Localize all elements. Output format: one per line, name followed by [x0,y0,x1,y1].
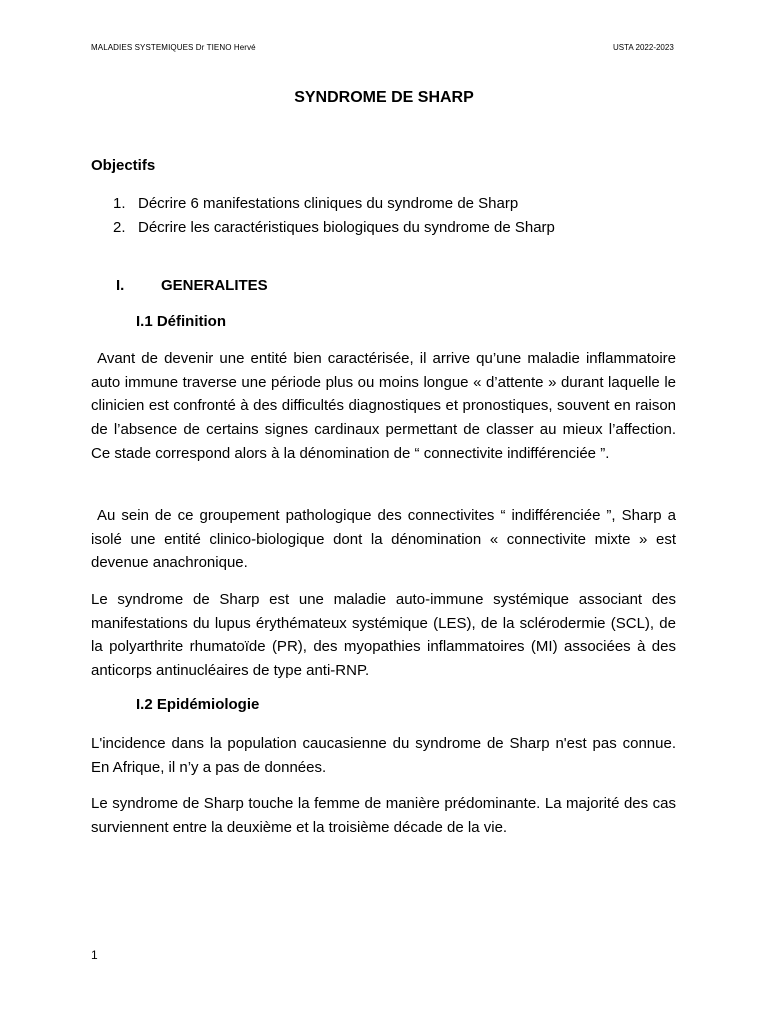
epidemiologie-paragraph-1: L'incidence dans la population caucasienne du syndrome de Sharp n'est pas connue. En Afrique, il n’y a pas de données. [91,735,676,776]
objectifs-list [113,192,555,240]
header-course-author: MALADIES SYSTEMIQUES Dr TIENO Hervé [91,43,256,52]
objectif-number: 2. [113,219,126,236]
objectif-number: 1. [113,195,126,212]
objectifs-heading: Objectifs [91,157,156,174]
section-number: I. [116,277,125,294]
page-number: 1 [91,948,98,962]
objectif-item [113,192,555,216]
definition-paragraph-1: Avant de devenir une entité bien caractérisée, il arrive qu’une maladie inflammatoire auto immune traverse une période plus ou moins longue « d’attente » durant laquelle le clinicien est confronté à des difficultés diagnostiques et pronostiques, souvent en raison de l’absence de certains signes cardinaux permettant de classer au mieux l’affection. Ce stade correspond alors à la dénomination de “ connectivite indifférenciée ”. [91,350,681,462]
definition-heading: I.1 Définition [136,313,226,330]
header-institution-year: USTA 2022-2023 [613,43,674,52]
definition-paragraph-3: Le syndrome de Sharp est une maladie auto-immune systémique associant des manifestations du lupus érythémateux systémique (LES), de la sclérodermie (SCL), de la polyarthrite rhumatoïde (PR), des myopathies inflammatoires (MI) associées à des anticorps antinucléaires de type anti-RNP. [91,591,676,680]
objectif-text: Décrire 6 manifestations cliniques du syndrome de Sharp [138,195,519,212]
epidemiologie-paragraph-2: Le syndrome de Sharp touche la femme de manière prédominante. La majorité des cas surviennent entre la deuxième et la troisième décade de la vie. [91,795,676,836]
definition-paragraph-2: Au sein de ce groupement pathologique des connectivites “ indifférenciée ”, Sharp a isolé une entité clinico-biologique dont la dénomination « connectivite mixte » est devenue anachronique. [91,507,681,572]
objectif-text: Décrire les caractéristiques biologiques du syndrome de Sharp [138,219,555,236]
document-title: SYNDROME DE SHARP [294,89,474,106]
section-label: GENERALITES [161,277,268,294]
section-generalites-heading [116,277,268,294]
objectif-item [113,216,555,240]
epidemiologie-heading: I.2 Epidémiologie [136,696,260,713]
